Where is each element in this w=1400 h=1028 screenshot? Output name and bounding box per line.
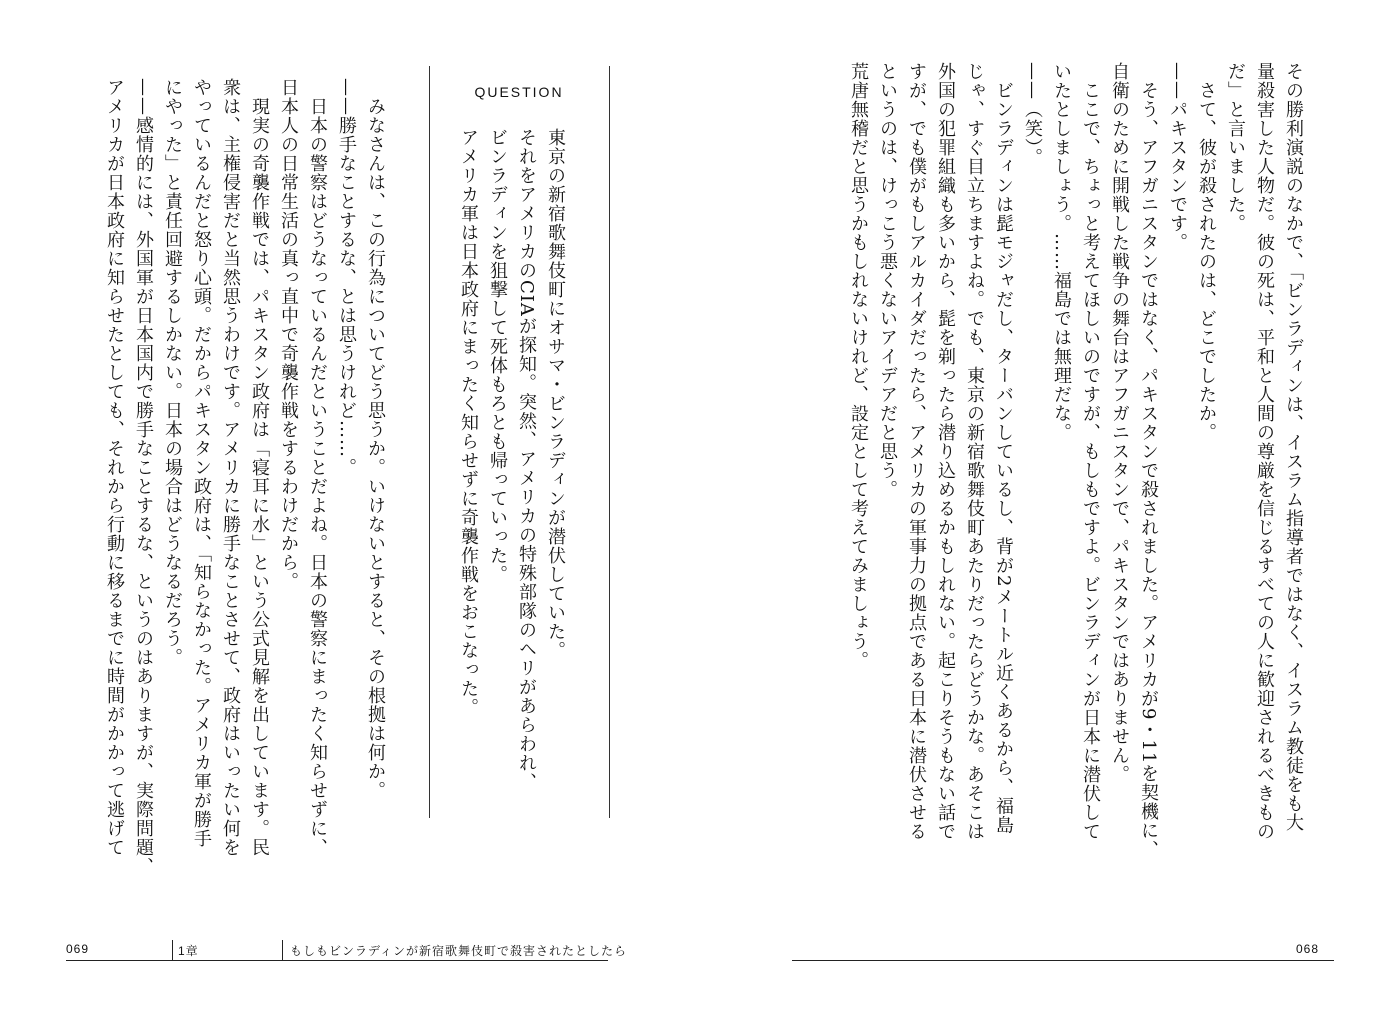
paragraph: ——感情的には、外国軍が日本国内で勝手なことするな、というのはありますが、実際問題、: [133, 78, 154, 876]
paragraph: 現実の奇襲作戦では、パキスタン政府は「寝耳に水」という公式見解を出しています。民: [249, 78, 270, 857]
paragraph: ——（笑）。: [1022, 62, 1043, 167]
left-page-number: 069: [66, 942, 90, 956]
paragraph: ——勝手なことするな、とは思うけれど……。: [336, 78, 357, 477]
question-line: 東京の新宿歌舞伎町にオサマ・ビンラディンが潜伏していた。: [545, 128, 566, 660]
paragraph: いたとしましょう。……福島では無理だな。: [1051, 62, 1072, 442]
left-page-body: [100, 78, 390, 876]
paragraph: だ」と言いました。: [1225, 62, 1246, 233]
question-line: ビンラディンを狙撃して死体もろとも帰っていった。: [487, 128, 508, 584]
footer-divider: [172, 940, 173, 960]
paragraph: その勝利演説のなかで、「ビンラディンは、イスラム指導者ではなく、イスラム教徒をも大: [1283, 62, 1304, 832]
right-page-body: [844, 62, 1308, 860]
paragraph: さて、彼が殺されたのは、どこでしたか。: [1196, 62, 1217, 442]
paragraph: 外国の犯罪組織も多いから、髭を剃ったら潜り込めるかもしれない。起こりそうもない話で: [935, 62, 956, 841]
paragraph: ——パキスタンです。: [1167, 62, 1188, 252]
paragraph: 自衛のために開戦した戦争の舞台はアフガニスタンで、パキスタンではありません。: [1109, 62, 1130, 784]
paragraph: じゃ、すぐ目立ちますよね。でも、東京の新宿歌舞伎町あたりだったらどうかな。あそこは: [964, 62, 985, 841]
paragraph: 日本人の日常生活の真っ直中で奇襲作戦をするわけだから。: [278, 78, 299, 591]
paragraph: そう、アフガニスタンではなく、パキスタンで殺されました。アメリカが9・11を契機に、: [1138, 62, 1159, 860]
paragraph: みなさんは、この行為についてどう思うか。いけないとすると、その根拠は何か。: [365, 78, 386, 800]
paragraph: にやった」と責任回避するしかない。日本の場合はどうなるだろう。: [162, 78, 183, 667]
paragraph: というのは、けっこう悪くないアイデアだと思う。: [877, 62, 898, 499]
paragraph: 量殺害した人物だ。彼の死は、平和と人間の尊厳を信じるすべての人に歓迎されるべきもの: [1254, 62, 1275, 841]
chapter-label: 1章: [178, 944, 199, 958]
paragraph: 荒唐無稽だと思うかもしれないけれど、設定として考えてみましょう。: [848, 62, 869, 670]
right-page-number: 068: [1296, 942, 1320, 956]
paragraph: ビンラディンは髭モジャだし、ターバンしているし、背が2メートル近くあるから、福島: [993, 62, 1014, 835]
paragraph: アメリカが日本政府に知らせたとしても、それから行動に移るまでに時間がかかって逃げて: [104, 78, 125, 857]
right-footer-rule: [792, 960, 1334, 961]
question-label: QUESTION: [474, 84, 564, 100]
paragraph: 衆は、主権侵害だと当然思うわけです。アメリカに勝手なことさせて、政府はいったい何を: [220, 78, 241, 857]
paragraph: 日本の警察はどうなっているんだということだよね。日本の警察にまったく知らせずに、: [307, 78, 328, 857]
footer-divider: [282, 940, 283, 960]
question-line: アメリカ軍は日本政府にまったく知らせずに奇襲作戦をおこなった。: [458, 128, 479, 717]
paragraph: すが、でも僕がもしアルカイダだったら、アメリカの軍事力の拠点である日本に潜伏させる: [906, 62, 927, 841]
question-frame-right: [609, 66, 610, 818]
question-body: [454, 128, 570, 792]
question-line: それをアメリカのCIAが探知。突然、アメリカの特殊部隊のヘリがあらわれ、: [516, 128, 537, 792]
question-frame-left: [429, 66, 430, 818]
left-footer-rule: [66, 960, 608, 961]
paragraph: ここで、ちょっと考えてほしいのですが、もしもですよ。ビンラディンが日本に潜伏して: [1080, 62, 1101, 841]
paragraph: やっているんだと怒り心頭。だからパキスタン政府は、「知らなかった。アメリカ軍が勝手: [191, 78, 212, 848]
running-title: もしもビンラディンが新宿歌舞伎町で殺害されたとしたら: [290, 944, 628, 958]
